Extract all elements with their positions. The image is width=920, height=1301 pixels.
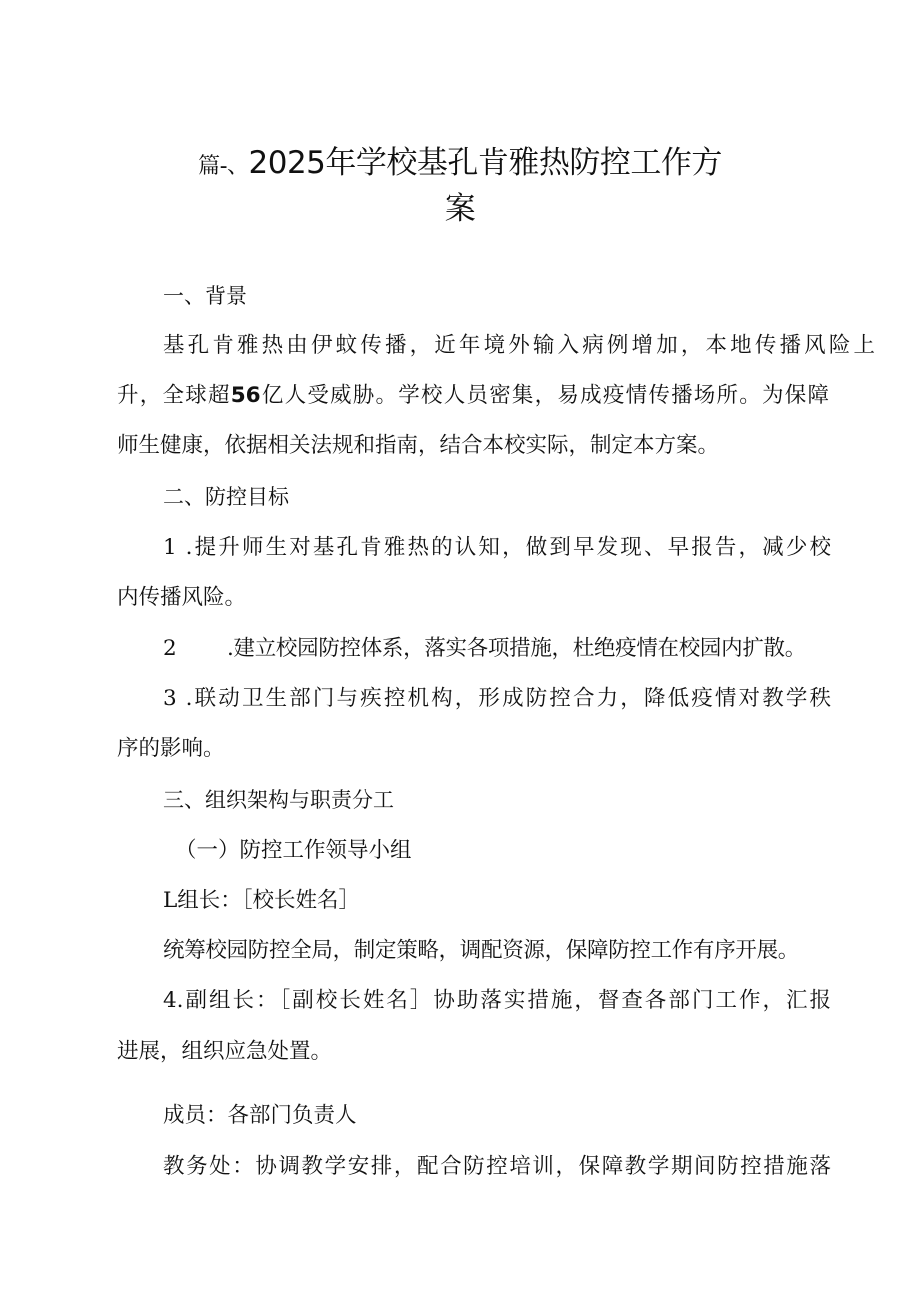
leader-label: L组长：［校长姓名］ (163, 888, 361, 913)
academic-affairs-line-1: 教务处：协调教学安排，配合防控培训，保障教学期间防控措施落 (163, 1154, 831, 1179)
document-title-line-2: 案 (444, 191, 476, 227)
goal-2-number: 2 (163, 636, 177, 661)
goal-2-text: .建立校园防控体系，落实各项措施，杜绝疫情在校园内扩散。 (227, 636, 806, 661)
background-text-b: 亿人受威胁。学校人员密集，易成疫情传播场所。为保障 (260, 383, 829, 408)
title-prefix: 篇-、 (198, 154, 249, 179)
background-paragraph-line-3: 师生健康，依据相关法规和指南，结合本校实际，制定本方案。 (117, 433, 720, 458)
document-title-line-1 (0, 140, 920, 190)
goal-1-line-2: 内传播风险。 (117, 585, 247, 610)
section-heading-background: 一、背景 (163, 284, 247, 308)
goal-1-line-1: 1 .提升师生对基孔肯雅热的认知，做到早发现、早报告，减少校 (163, 535, 831, 560)
leader-duty: 统筹校园防控全局，制定策略，调配资源，保障防控工作有序开展。 (163, 938, 800, 963)
section-heading-goals: 二、防控目标 (163, 485, 289, 509)
vice-leader-line-2: 进展，组织应急处置。 (117, 1039, 333, 1064)
vice-leader-line-1: 4.副组长：［副校长姓名］协助落实措施，督查各部门工作，汇报 (163, 988, 831, 1013)
background-paragraph-line-1: 基孔肯雅热由伊蚊传播，近年境外输入病例增加，本地传播风险上 (163, 333, 875, 358)
section-heading-organization: 三、组织架构与职责分工 (163, 788, 394, 812)
subsection-leading-group: （一）防控工作领导小组 (175, 838, 412, 863)
goal-3-line-2: 序的影响。 (117, 736, 225, 761)
background-text-a: 升，全球超 (117, 383, 231, 408)
members-line: 成员：各部门负责人 (163, 1103, 357, 1128)
goal-3-line-1: 3 .联动卫生部门与疾控机构，形成防控合力，降低疫情对教学秩 (163, 686, 831, 711)
background-number: 56 (230, 383, 261, 408)
title-text: 2025年学校基孔肯雅热防控工作方 (248, 145, 722, 181)
background-paragraph-line-2 (117, 381, 829, 411)
